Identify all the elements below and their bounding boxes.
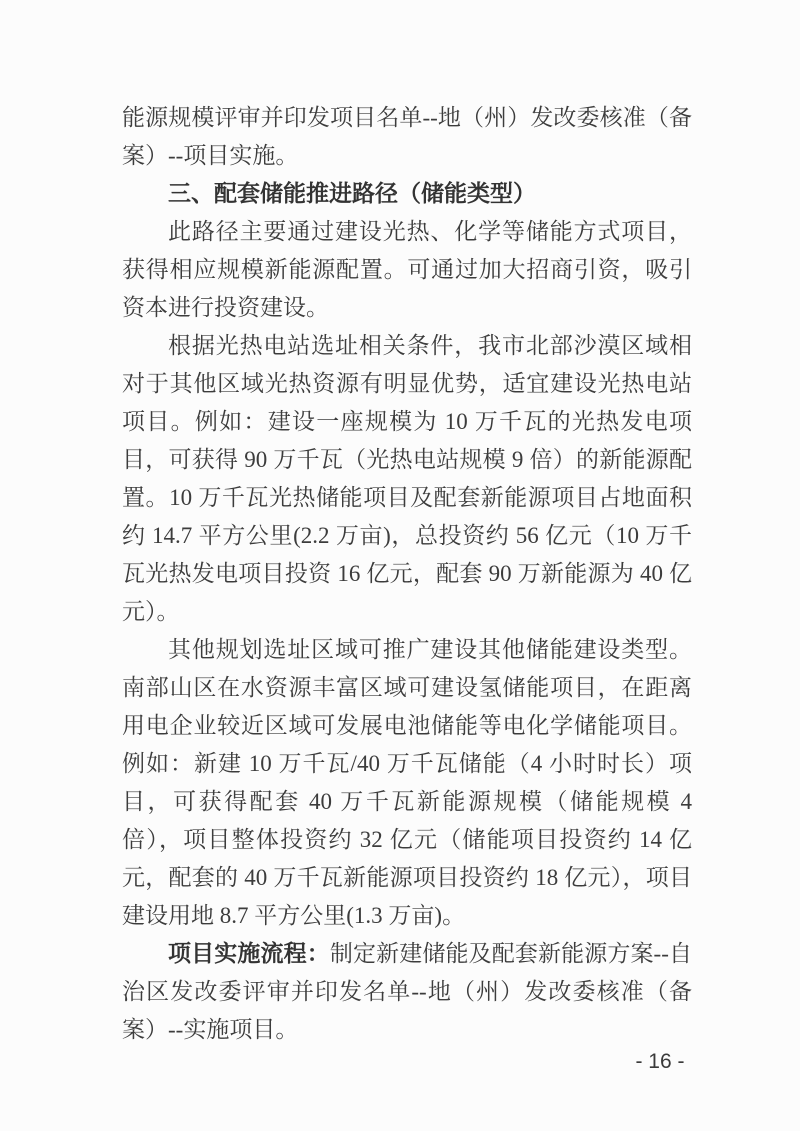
paragraph-csp-example: 根据光热电站选址相关条件，我市北部沙漠区域相对于其他区域光热资源有明显优势，适宜建设光热电站项目。例如：建设一座规模为 10 万千瓦的光热发电项目，可获得 90 万千瓦（光热电站规模 9 倍）的新能源配置。10 万千瓦光热储能项目及配套新能源项目占地面积约 14.7 平方公里(2.2 万亩)，总投资约 56 亿元（10 万千瓦光热发电项目投资 16 亿元，配套 90 万新能源为 40 亿元）。	[122, 333, 692, 624]
paragraph-path-intro: 此路径主要通过建设光热、化学等储能方式项目，获得相应规模新能源配置。可通过加大招商引资，吸引资本进行投资建设。	[122, 219, 692, 320]
paragraph-continuation: 能源规模评审并印发项目名单--地（州）发改委核准（备案）--项目实施。	[122, 105, 692, 168]
page-number: - 16 -	[635, 1050, 685, 1073]
paragraph-other-storage: 其他规划选址区域可推广建设其他储能建设类型。南部山区在水资源丰富区域可建设氢储能项目，在距离用电企业较近区域可发展电池储能等电化学储能项目。例如：新建 10 万千瓦/40 万千瓦储能（4 小时时长）项目，可获得配套 40 万千瓦新能源规模（储能规模 4 倍），项目整体投资约 32 亿元（储能项目投资约 14 亿元，配套的 40 万千瓦新能源项目投资约 18 亿元），项目建设用地 8.7 平方公里(1.3 万亩)。	[122, 637, 692, 928]
document-body	[122, 99, 692, 1049]
implementation-flow-label: 项目实施流程：	[168, 941, 330, 966]
implementation-flow-text: 制定新建储能及配套新能源方案--自治区发改委评审并印发名单--地（州）发改委核准（备案）--实施项目。	[122, 941, 692, 1042]
paragraph-implementation-flow	[122, 935, 692, 1049]
section-heading: 三、配套储能推进路径（储能类型）	[168, 181, 536, 206]
